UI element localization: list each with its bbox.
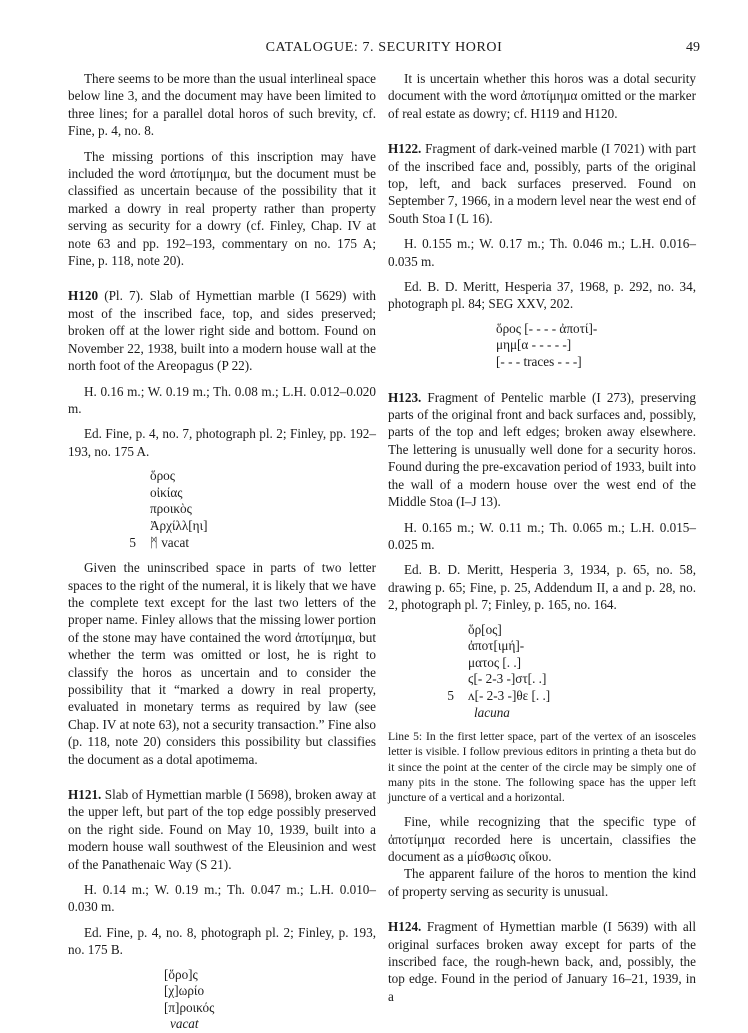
entry-h121: [68, 786, 376, 873]
dimensions: H. 0.16 m.; W. 0.19 m.; Th. 0.08 m.; L.H. 0.012–0.020 m.: [68, 383, 376, 416]
entry-h124: [388, 918, 696, 1005]
entry-id: H121.: [68, 786, 102, 802]
edition: Ed. Fine, p. 4, no. 8, photograph pl. 2; Finley, p. 193, no. 175 B.: [68, 924, 376, 958]
inscription-line: μημ[α - - - - -]: [496, 337, 572, 353]
right-column: [388, 70, 696, 1005]
edition: Ed. Fine, p. 4, no. 7, photograph pl. 2; Finley, pp. 192–193, no. 175 A.: [68, 426, 376, 459]
inscription-line: [- - - traces - - -]: [496, 354, 582, 370]
paragraph: Fine, while recognizing that the specific type of ἀποτίμημα recorded here is uncertain, classifies the document as a μίσθωσις οἴκου.: [388, 814, 696, 864]
line-number: 5: [447, 687, 454, 703]
inscription-line: ἀποτ[ιμή]-: [468, 638, 525, 654]
inscription-line: 5 ʌ[- 2-3 -]θε [. .]: [468, 688, 696, 705]
paragraph: The apparent failure of the horos to mention the kind of property serving as security is unusual.: [388, 866, 696, 899]
running-title: CATALOGUE: 7. SECURITY HOROI: [265, 40, 503, 55]
entry-description: Fragment of dark-veined marble (I 7021) with part of the inscribed face and, possibly, parts of the original top, left, and back surfaces preserved. Found on September 7, 1966, in a modern level near the west end of South Stoa I (L 16).: [388, 141, 696, 226]
inscription-line: ὅρ[ος]: [468, 621, 502, 637]
entry-description: Fragment of Pentelic marble (I 273), preserving parts of the original front and back surfaces and, possibly, parts of the top and left edges; broken away elsewhere. The lettering is unusually well done for a security horos. Found during the pre-excavation period of 1933, built into the wall of a modern house over the west end of the Middle Stoa (I–J 13).: [388, 389, 697, 510]
footnote: Line 5: In the first letter space, part of the vertex of an isosceles letter is visible. I follow previous editors in printing a theta but do it since the point at the center of the circle may be simply one of many pits in the stone. The following space has the upper left juncture of a vertical and a horizontal.: [388, 730, 696, 804]
inscription-text: [388, 321, 696, 371]
edition: Ed. B. D. Meritt, Hesperia 3, 1934, p. 65, no. 58, drawing p. 65; Fine, p. 25, Addendum II, a and p. 28, no. 2, photograph pl. 7; Finley, p. 165, no. 164.: [388, 562, 696, 613]
inscription-line: [ὅρο]ς: [164, 966, 198, 982]
inscription-line: ὅρος: [150, 468, 175, 484]
inscription-text: [68, 468, 376, 551]
entry-id: H120: [68, 288, 99, 304]
inscription-line: lacuna: [474, 704, 510, 720]
page-number: 49: [686, 40, 700, 55]
entry-h120: [68, 287, 376, 374]
inscription-line: ματος [. .]: [468, 654, 522, 670]
inscription-text: [388, 622, 696, 722]
dimensions: H. 0.14 m.; W. 0.19 m.; Th. 0.047 m.; L.H. 0.010–0.030 m.: [68, 882, 376, 915]
entry-description: Slab of Hymettian marble (I 5698), broken away at the upper left, but part of the top edge possibly preserved on the right side. Found on May 10, 1939, built into a modern house wall southwest of the Eleusinion and west of the Panathenaic Way (S 21).: [68, 786, 376, 872]
entry-description: Fragment of Hymettian marble (I 5639) with all original surfaces broken away except for parts of the inscribed face, the rough-hewn back, and, possibly, the top edge. Found in the period of January 16–21, 1939, in a: [388, 919, 696, 1004]
paragraph: Given the uninscribed space in parts of two letter spaces to the right of the numeral, it is likely that we have the complete text except for the last two letters of the proper name. Finley allows that the missing lower portion of the stone may have contained the word ἀποτίμημα, but whether the term was omitted or lost, he is right to classify the horos as uncertain and to consider the possibility that it “marked a dowry in real property, evaluated in monetary terms as required by law (see Chap. IV at note 63), not a security transaction.” Fine also (p. 118, note 20) considers this possibility but classifies the document as a dotal apotimema.: [68, 560, 376, 767]
entry-h122: [388, 140, 696, 227]
inscription-line: vacat: [170, 1016, 199, 1032]
line-number: 5: [129, 534, 136, 550]
dimensions: H. 0.155 m.; W. 0.17 m.; Th. 0.046 m.; L.H. 0.016–0.035 m.: [388, 236, 696, 269]
entry-h123: [388, 389, 696, 511]
inscription-line: [χ]ωρίο: [164, 983, 205, 999]
entry-id: H122.: [388, 141, 422, 157]
inscription-line: ϛ[- 2-3 -]στ[. .]: [468, 671, 547, 687]
inscription-text: [68, 967, 376, 1033]
paragraph: It is uncertain whether this horos was a dotal security document with the word ἀποτίμημα omitted or the marker of real estate as dowry; cf. H119 and H120.: [388, 71, 696, 121]
inscription-line: 5 ᛗ vacat: [150, 535, 376, 552]
running-header: [68, 40, 700, 60]
entry-id: H123.: [388, 389, 422, 405]
dimensions: H. 0.165 m.; W. 0.11 m.; Th. 0.065 m.; L.H. 0.015–0.025 m.: [388, 519, 696, 552]
paragraph: The missing portions of this inscription may have included the word ἀποτίμημα, but the document must be classified as uncertain because of the possibility that it marked a dowry in real property rather than property serving as security for a dowry (cf. Finley, Chap. IV at note 63 and pp. 192–193, commentary on no. 175 A; Fine, p. 118, note 20).: [68, 148, 376, 269]
inscription-line: οἰκίας: [150, 484, 183, 500]
inscription-line: [π]ροικός: [164, 999, 215, 1015]
inscription-line: ὅρος [- - - - ἀποτί]-: [496, 320, 598, 336]
inscription-line: προικὸς: [150, 501, 192, 517]
entry-description: (Pl. 7). Slab of Hymettian marble (I 5629) with most of the inscribed face, top, and sides preserved; broken off at the lower right side and bottom. Found on November 22, 1938, built into a modern house wall at the north foot of the Areopagus (P 22).: [68, 288, 376, 374]
inscription-line: Ἀρχίλλ[ηι]: [150, 517, 208, 533]
left-column: [68, 70, 376, 1033]
edition: Ed. B. D. Meritt, Hesperia 37, 1968, p. 292, no. 34, photograph pl. 84; SEG XXV, 202.: [388, 279, 696, 312]
entry-id: H124.: [388, 919, 422, 935]
paragraph: There seems to be more than the usual interlineal space below line 3, and the document may have been limited to three lines; for a parallel dotal horos of such brevity, cf. Fine, p. 4, no. 8.: [68, 71, 376, 139]
